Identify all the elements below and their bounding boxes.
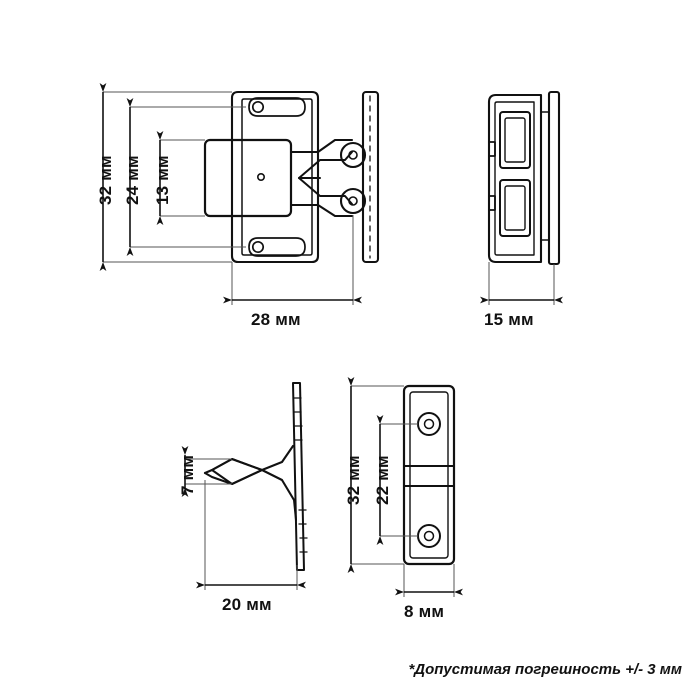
- catch-strip-right: [293, 383, 304, 570]
- strike-plate-inner: [410, 392, 448, 558]
- screw-hole-lower: [253, 242, 263, 252]
- dimension-label-8mm: 8 мм: [404, 602, 445, 621]
- screw-slot-upper: [249, 98, 305, 116]
- dimension-label-28mm: 28 мм: [251, 310, 301, 329]
- dimension-label-15mm: 15 мм: [484, 310, 534, 329]
- strike-plate-view: [404, 386, 454, 564]
- catch-dimension-lines: [185, 455, 297, 585]
- dimension-label-22mm: 22 мм: [373, 455, 392, 505]
- side-window-lower-inner: [505, 186, 525, 230]
- side-window-upper-inner: [505, 118, 525, 162]
- spring-lever-upper: [299, 152, 352, 178]
- dimension-label-32mm: 32 мм: [96, 155, 115, 205]
- spring-lever-lower: [299, 178, 352, 204]
- hinge-body-block: [205, 140, 291, 216]
- catch-profile-view: [205, 383, 307, 570]
- roller-upper: [341, 143, 365, 167]
- screw-hole-upper: [253, 102, 263, 112]
- screw-slot-lower: [249, 238, 305, 256]
- strike-screw-hole-upper-center: [425, 420, 434, 429]
- side-view-hinge: [489, 92, 559, 264]
- dimension-label-24mm: 24 мм: [123, 155, 142, 205]
- strike-screw-hole-upper: [418, 413, 440, 435]
- strike-screw-hole-lower: [418, 525, 440, 547]
- front-view-hinge: [205, 92, 378, 262]
- strike-screw-hole-lower-center: [425, 532, 434, 541]
- pivot-center-dot: [258, 174, 264, 180]
- side-mounting-plate: [549, 92, 559, 264]
- dimension-label-20mm: 20 мм: [222, 595, 272, 614]
- tolerance-note: *Допустимая погрешность +/- 3 мм: [408, 661, 682, 678]
- roller-lower: [341, 189, 365, 213]
- dimension-label-32mm-b: 32 мм: [344, 455, 363, 505]
- side-view-extension-lines: [489, 262, 554, 305]
- dimension-label-7mm: 7 мм: [178, 454, 197, 495]
- dimension-label-13mm: 13 мм: [153, 155, 172, 205]
